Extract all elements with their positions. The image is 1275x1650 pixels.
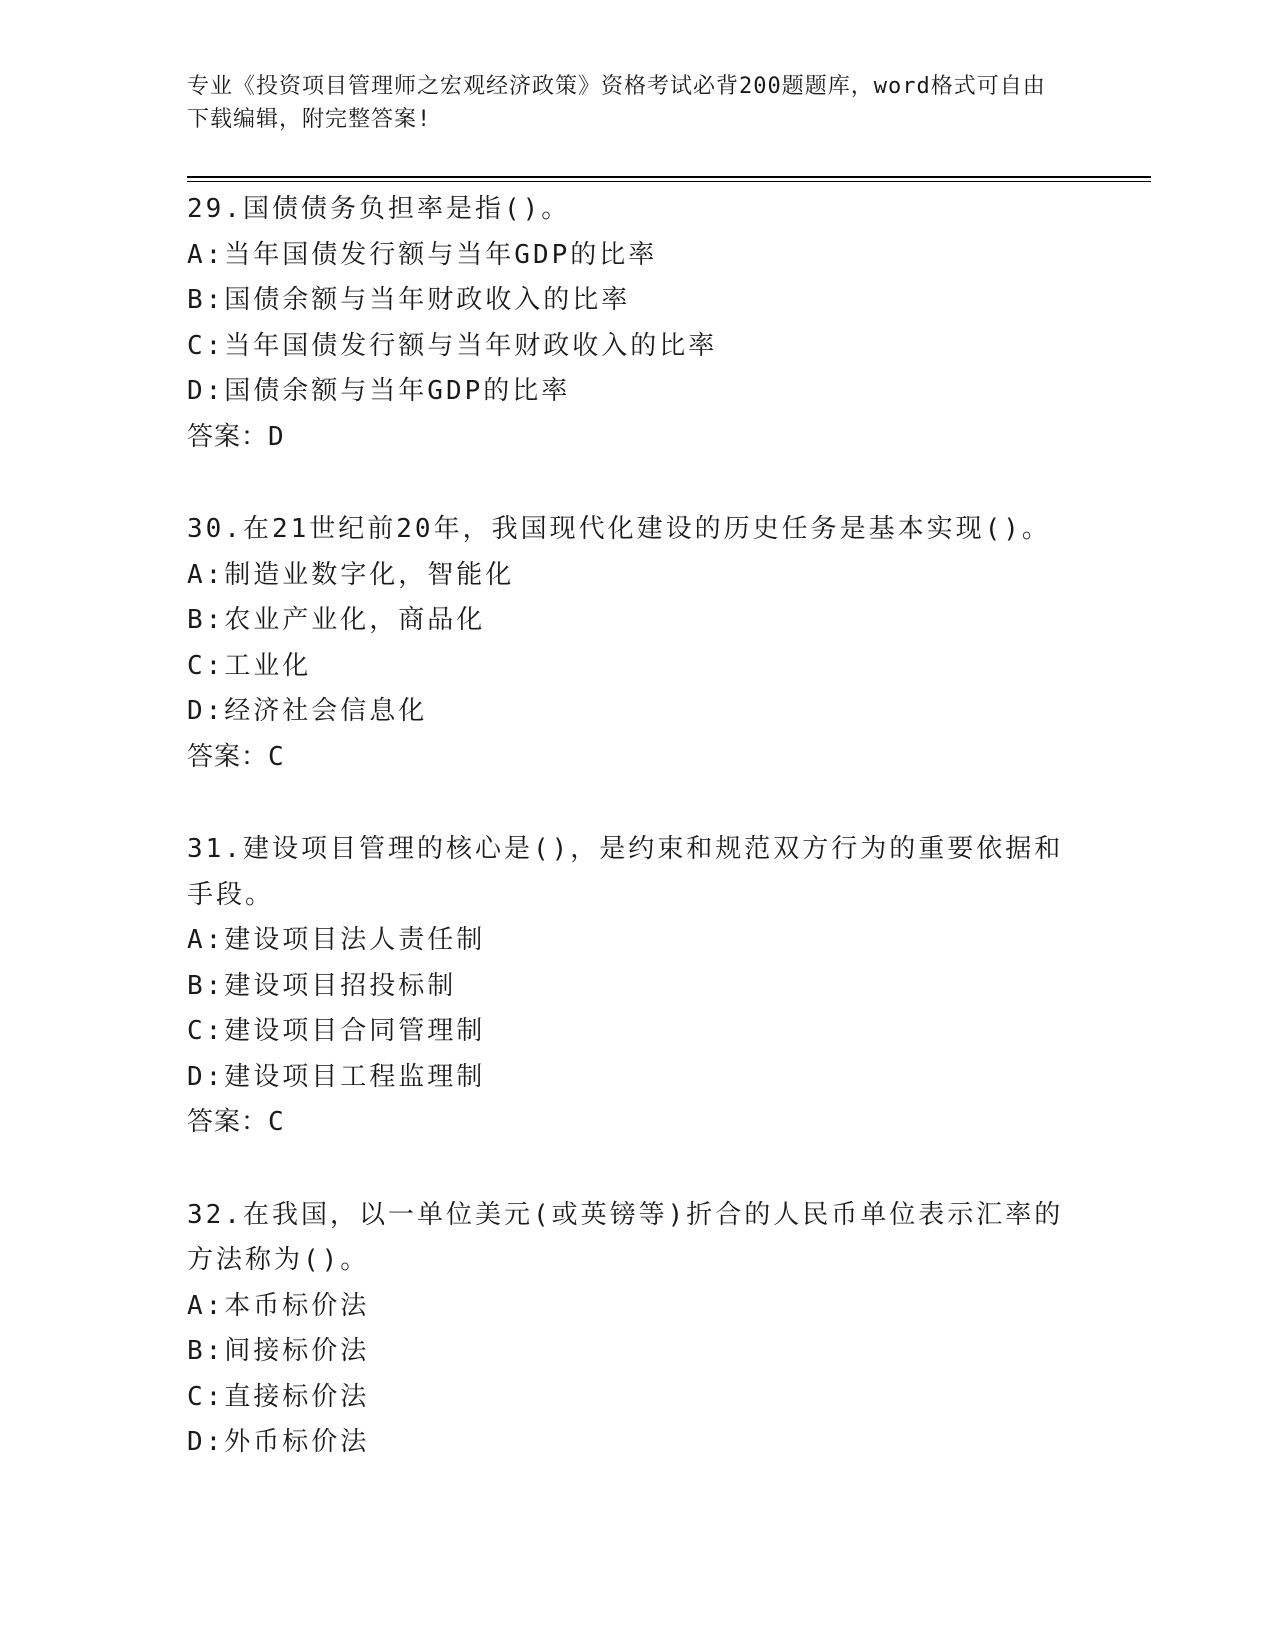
option-b: B:国债余额与当年财政收入的比率 bbox=[187, 285, 631, 315]
option-a: A:本币标价法 bbox=[187, 1290, 370, 1321]
question-stem: 31.建设项目管理的核心是()，是约束和规范双方行为的重要依据和手段。 bbox=[187, 834, 1064, 910]
option-a: A:当年国债发行额与当年GDP的比率 bbox=[187, 239, 658, 270]
option-a: A:制造业数字化，智能化 bbox=[187, 559, 515, 590]
option-c: C:建设项目合同管理制 bbox=[187, 1016, 486, 1046]
answer-line: 答案：C bbox=[187, 741, 285, 772]
question-32 bbox=[187, 1193, 1087, 1466]
header-divider bbox=[187, 176, 1151, 182]
question-stem: 30.在21世纪前20年，我国现代化建设的历史任务是基本实现()。 bbox=[187, 514, 1051, 544]
question-stem: 29.国债债务负担率是指()。 bbox=[187, 194, 571, 224]
option-b: B:农业产业化，商品化 bbox=[187, 605, 486, 635]
option-d: D:外币标价法 bbox=[187, 1427, 370, 1457]
answer-line: 答案：D bbox=[187, 421, 285, 452]
option-d: D:建设项目工程监理制 bbox=[187, 1061, 486, 1092]
question-29 bbox=[187, 187, 1087, 460]
option-d: D:国债余额与当年GDP的比率 bbox=[187, 376, 571, 406]
option-b: B:间接标价法 bbox=[187, 1336, 370, 1366]
question-stem: 32.在我国，以一单位美元(或英镑等)折合的人民币单位表示汇率的方法称为()。 bbox=[187, 1199, 1064, 1275]
question-31 bbox=[187, 827, 1087, 1146]
question-30 bbox=[187, 507, 1087, 780]
option-d: D:经济社会信息化 bbox=[187, 696, 428, 726]
option-c: C:当年国债发行额与当年财政收入的比率 bbox=[187, 330, 718, 361]
option-c: C:直接标价法 bbox=[187, 1381, 370, 1412]
option-c: C:工业化 bbox=[187, 650, 312, 681]
option-b: B:建设项目招投标制 bbox=[187, 970, 457, 1001]
answer-line: 答案：C bbox=[187, 1107, 285, 1137]
question-list bbox=[187, 187, 1087, 1513]
document-header: 专业《投资项目管理师之宏观经济政策》资格考试必背200题题库，word格式可自由下载编辑，附完整答案! bbox=[187, 74, 1046, 132]
option-a: A:建设项目法人责任制 bbox=[187, 925, 486, 955]
